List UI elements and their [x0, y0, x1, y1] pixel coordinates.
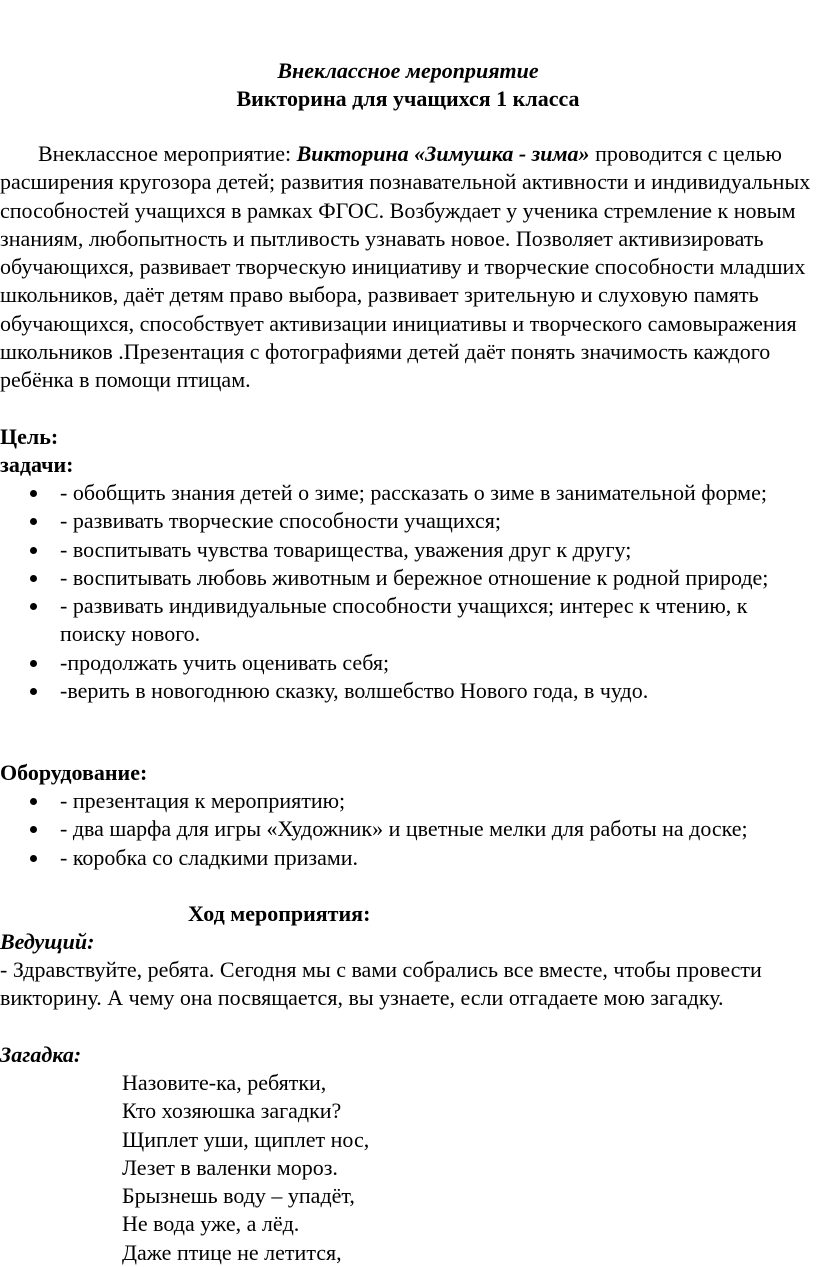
riddle-heading: Загадка:: [0, 1042, 82, 1067]
list-item: [0, 592, 812, 649]
list-item: [0, 564, 812, 592]
poem-line: Щиплет уши, щиплет нос,: [122, 1126, 370, 1152]
riddle-poem: [122, 1069, 369, 1267]
equipment-list: [0, 787, 812, 872]
poem-line: Брызнешь воду – упадёт,: [122, 1183, 355, 1209]
poem-line: Назовите-ка, ребятки,: [122, 1070, 327, 1095]
host-heading: Ведущий:: [0, 929, 95, 954]
intro-text: проводится с целью расширения кругозора детей; развития познавательной активности и индивидуальных способностей учащихся в рамках ФГОС. Возбуждает у ученика стремление к новым знаниям, любопытность и пытливость узнавать новое. Позволяет активизировать обучающихся, развивает творческую инициативу и творческие способности младших школьников, даёт детям право выбора, развивает зрительную и слуховую память обучающихся, способствует активизации инициативы и творческого самовыражения школьников .Презентация с фотографиями детей даёт понять значимость каждого ребёнка в помощи птицам.: [0, 141, 811, 393]
list-item: [0, 536, 812, 564]
tasks-list: [0, 479, 812, 705]
intro-paragraph: [0, 140, 812, 395]
intro-lead: Внеклассное мероприятие:: [38, 141, 297, 166]
poem-line: Лезет в валенки мороз.: [122, 1154, 338, 1180]
poem-line: Не вода уже, а лёд.: [122, 1211, 300, 1237]
task-text: -продолжать учить оценивать себя;: [60, 649, 390, 675]
list-item: [0, 815, 812, 843]
equipment-text: - два шарфа для игры «Художник» и цветные мелки для работы на доске;: [60, 816, 748, 842]
task-text: - развивать творческие способности учащихся;: [60, 508, 501, 534]
quiz-name: Викторина «Зимушка - зима»: [296, 141, 590, 166]
bullet-icon: [30, 660, 37, 667]
equipment-text: - коробка со сладкими призами.: [60, 844, 359, 870]
goal-heading: Цель:: [0, 424, 59, 449]
task-text: - обобщить знания детей о зиме; рассказать о зиме в занимательной форме;: [60, 480, 767, 505]
bullet-icon: [30, 798, 37, 805]
list-item: [0, 479, 812, 507]
bullet-icon: [30, 575, 37, 582]
bullet-icon: [30, 518, 37, 525]
host-speech: - Здравствуйте, ребята. Сегодня мы с вами собрались все вместе, чтобы провести викторину. А чему она посвящается, вы узнаете, если отгадаете мою загадку.: [0, 957, 762, 1011]
bullet-icon: [30, 490, 37, 497]
list-item: [0, 507, 812, 535]
bullet-icon: [30, 688, 37, 695]
equipment-heading: Оборудование:: [0, 760, 148, 785]
equipment-text: - презентация к мероприятию;: [60, 788, 346, 813]
course-heading: Ход мероприятия:: [188, 901, 371, 926]
list-item: [0, 787, 812, 815]
bullet-icon: [30, 603, 37, 610]
task-text: -верить в новогоднюю сказку, волшебство Нового года, в чудо.: [60, 678, 649, 704]
task-text: - воспитывать любовь животным и бережное отношение к родной природе;: [60, 564, 769, 590]
task-text: - развивать индивидуальные способности учащихся; интерес к чтению, к поиску нового.: [60, 593, 748, 647]
document-subtitle: Внеклассное мероприятие: [277, 58, 539, 83]
bullet-icon: [30, 547, 37, 554]
poem-line: Даже птице не летится,: [122, 1239, 342, 1265]
document-title: Викторина для учащихся 1 класса: [236, 86, 580, 111]
list-item: [0, 844, 812, 872]
list-item: [0, 649, 812, 677]
bullet-icon: [30, 855, 37, 862]
tasks-heading: задачи:: [0, 452, 74, 477]
poem-line: Кто хозяюшка загадки?: [122, 1098, 342, 1124]
task-text: - воспитывать чувства товарищества, уважения друг к другу;: [60, 536, 632, 562]
bullet-icon: [30, 826, 37, 833]
list-item: [0, 677, 812, 705]
